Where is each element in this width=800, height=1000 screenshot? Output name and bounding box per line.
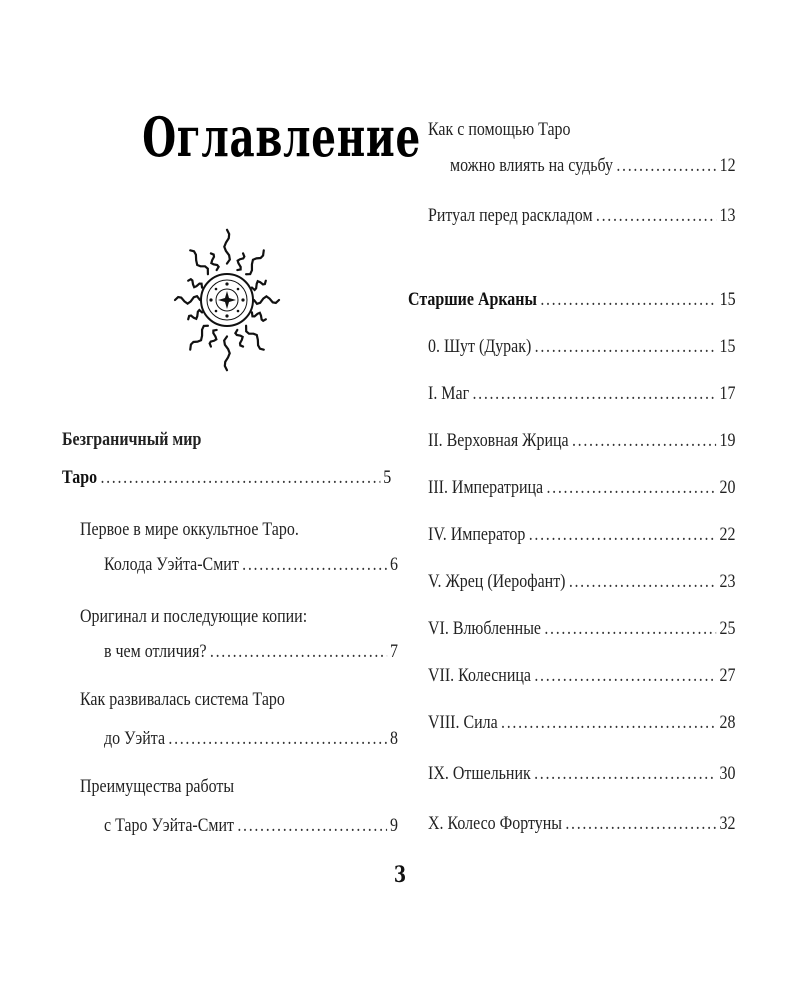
dot-leader [547, 476, 717, 500]
toc-entry[interactable] [104, 814, 398, 838]
dot-leader [565, 812, 716, 836]
toc-entry-label: V. Жрец (Иерофант) [428, 571, 566, 592]
sun-ray [210, 330, 217, 347]
dot-leader [535, 335, 716, 359]
dot-leader [596, 204, 716, 228]
section-heading-line1: Безграничный мир [62, 429, 202, 450]
sun-ray [252, 281, 266, 290]
dot-leader [534, 664, 716, 688]
sun-ray [254, 296, 279, 304]
toc-section-entry[interactable] [408, 288, 736, 312]
sun-ray [235, 330, 243, 347]
toc-entry-label: до Уэйта [104, 728, 166, 749]
toc-entry[interactable] [62, 466, 391, 490]
toc-entry[interactable] [104, 727, 398, 751]
dot-leader [616, 154, 716, 178]
toc-entry[interactable] [428, 523, 735, 547]
sun-ray [188, 279, 202, 287]
sun-ray [188, 310, 202, 319]
toc-entry-label: VII. Колесница [428, 665, 531, 686]
toc-entry[interactable] [428, 762, 735, 786]
toc-entry-page: 30 [719, 763, 736, 784]
toc-entry[interactable] [104, 640, 398, 664]
toc-entry-label: IX. Отшельник [428, 763, 531, 784]
toc-entry-label: I. Маг [428, 383, 470, 404]
toc-entry-page: 7 [390, 641, 398, 662]
dot-leader [540, 288, 716, 312]
toc-entry[interactable] [428, 711, 735, 735]
dot-leader [534, 762, 716, 786]
toc-entry-label: VIII. Сила [428, 712, 498, 733]
page-number: 3 [393, 862, 407, 888]
toc-entry-label: II. Верховная Жрица [428, 430, 569, 451]
toc-entry-page: 25 [719, 618, 736, 639]
sun-ray [190, 250, 208, 274]
toc-entry[interactable] [428, 570, 735, 594]
sun-ray [224, 230, 230, 264]
dot-leader [237, 814, 386, 838]
toc-entry-line1: Первое в мире оккультное Таро. [80, 519, 299, 540]
toc-entry-page: 12 [719, 155, 736, 176]
toc-entry[interactable] [428, 617, 735, 641]
toc-entry-page: 15 [719, 336, 736, 357]
toc-entry-page: 27 [719, 665, 736, 686]
sun-ray [237, 253, 244, 270]
toc-entry-line1: Как с помощью Таро [428, 119, 571, 140]
page-title: Оглавление [142, 105, 421, 169]
toc-entry-page: 28 [719, 712, 736, 733]
toc-entry-page: 5 [383, 467, 392, 488]
sun-ray [246, 326, 264, 350]
dot-leader [210, 640, 387, 664]
sun-ray [224, 336, 230, 370]
sun-ray [252, 312, 266, 320]
toc-entry-page: 23 [719, 571, 736, 592]
toc-entry-page: 17 [719, 383, 736, 404]
toc-entry-label: X. Колесо Фортуны [428, 813, 562, 834]
toc-entry[interactable] [428, 382, 735, 406]
dot-leader [242, 553, 386, 577]
toc-entry-page: 32 [719, 813, 736, 834]
toc-entry[interactable] [428, 664, 735, 688]
toc-entry[interactable] [428, 812, 735, 836]
toc-entry-label: 0. Шут (Дурак) [428, 336, 532, 357]
toc-entry[interactable] [104, 553, 398, 577]
toc-entry-label: с Таро Уэйта-Смит [104, 815, 234, 836]
sun-ray [190, 326, 208, 350]
dot-leader [100, 466, 379, 490]
sun-icon [172, 220, 282, 380]
toc-entry-label: Таро [62, 467, 98, 488]
toc-entry-label: в чем отличия? [104, 641, 207, 662]
toc-entry-page: 15 [719, 289, 736, 310]
toc-entry-page: 20 [719, 477, 736, 498]
dot-leader [529, 523, 716, 547]
dot-leader [544, 617, 716, 641]
dot-leader [168, 727, 386, 751]
toc-entry-line1: Как развивалась система Таро [80, 689, 285, 710]
dot-leader [501, 711, 716, 735]
toc-entry-page: 6 [390, 554, 398, 575]
toc-entry-page: 13 [719, 205, 736, 226]
toc-entry-line1: Преимущества работы [80, 776, 235, 797]
toc-entry-label: Колода Уэйта-Смит [104, 554, 239, 575]
toc-entry-line1: Оригинал и последующие копии: [80, 606, 308, 627]
sun-ray [175, 296, 200, 304]
toc-entry-label: можно влиять на судьбу [450, 155, 613, 176]
sun-ray [211, 253, 219, 270]
toc-entry-page: 22 [719, 524, 736, 545]
toc-entry[interactable] [428, 476, 735, 500]
dot-leader [472, 382, 716, 406]
toc-entry-label: IV. Император [428, 524, 526, 545]
toc-entry[interactable] [428, 429, 735, 453]
dot-leader [572, 429, 716, 453]
dot-leader [569, 570, 716, 594]
sun-ray [246, 250, 264, 274]
toc-entry-page: 9 [390, 815, 398, 836]
toc-entry-label: III. Императрица [428, 477, 544, 498]
toc-entry-label: VI. Влюбленные [428, 618, 542, 639]
toc-entry[interactable] [428, 204, 735, 228]
toc-entry-page: 8 [390, 728, 398, 749]
toc-section-label: Старшие Арканы [408, 289, 537, 310]
toc-entry[interactable] [450, 154, 736, 178]
toc-entry-page: 19 [719, 430, 736, 451]
toc-entry-label: Ритуал перед раскладом [428, 205, 593, 226]
toc-entry[interactable] [428, 335, 735, 359]
